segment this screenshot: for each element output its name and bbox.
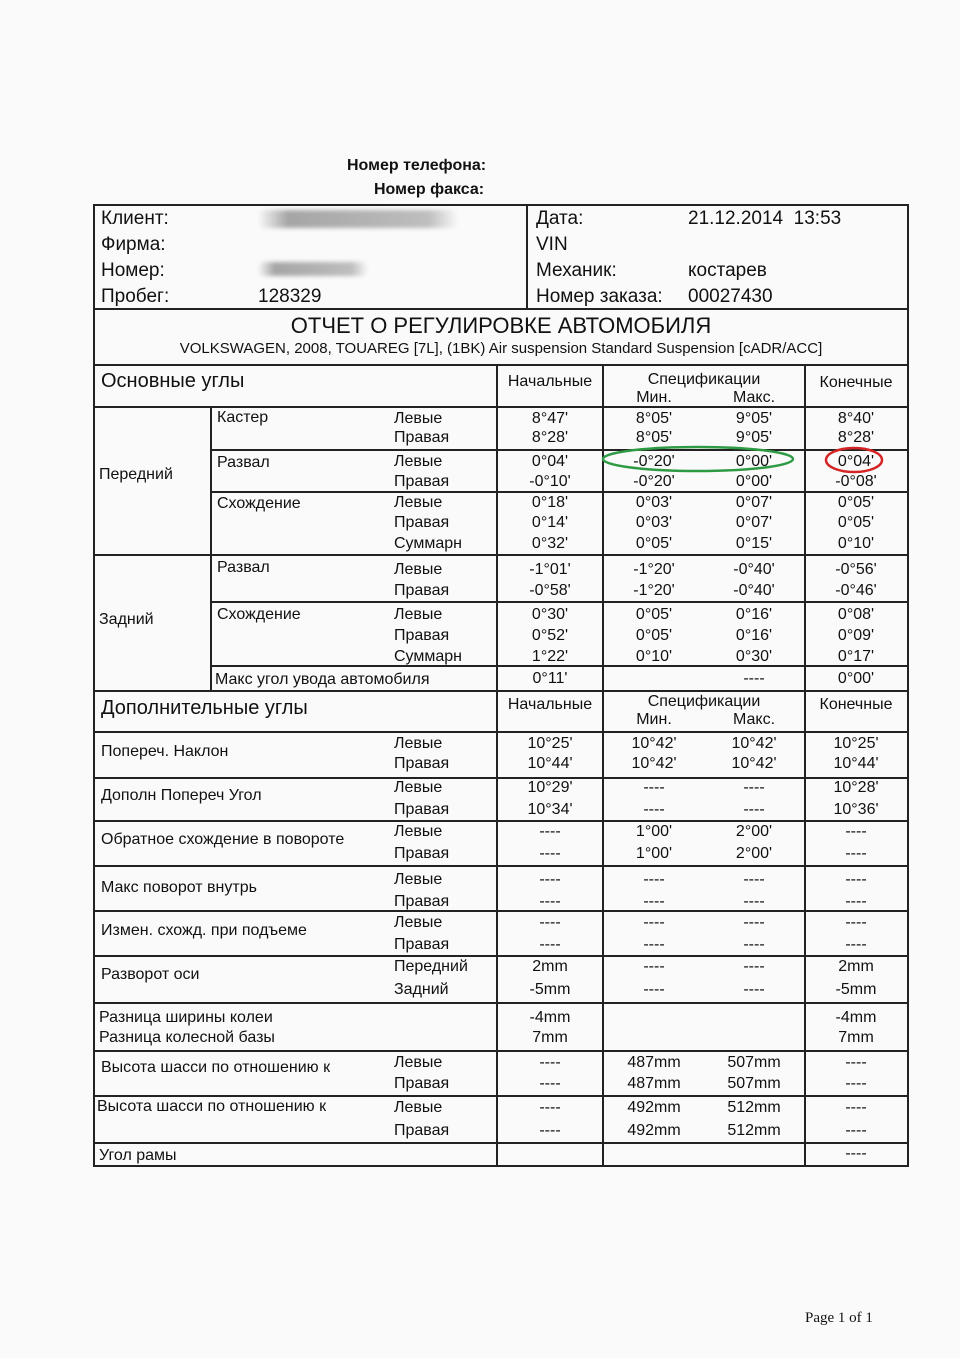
basic-row-2-side: Левые — [394, 453, 443, 470]
extra-group-3-row-1-min: ---- — [643, 893, 665, 910]
basic-row-1-max: 9°05' — [735, 429, 773, 446]
extra-group-0-row-0-side: Левые — [394, 735, 443, 752]
basic-row-7-min: -1°20' — [633, 561, 675, 578]
frame-angle-label: Угол рамы — [99, 1147, 177, 1164]
basic-row-10-max: 0°16' — [735, 627, 773, 644]
track-diff-initial: -4mm — [529, 1009, 571, 1026]
height1-row-1-min: 487mm — [627, 1075, 681, 1092]
basic-row-5-side: Правая — [394, 514, 450, 531]
caster-label: Кастер — [217, 409, 269, 426]
extra-group-1-label: Дополн Попереч Угол — [101, 787, 262, 804]
height1-row-0-initial: ---- — [539, 1054, 561, 1071]
extra-group-0-row-0-min: 10°42' — [631, 735, 677, 752]
order-label: Номер заказа: — [536, 286, 663, 307]
col-min-2: Мин. — [636, 711, 672, 728]
basic-row-4-initial: 0°18' — [531, 494, 569, 511]
extra-group-5-row-0-side: Передний — [394, 958, 468, 975]
extra-group-3-row-1-side: Правая — [394, 893, 450, 910]
extra-group-4-row-0-max: ---- — [743, 914, 765, 931]
col-max-2: Макс. — [732, 711, 776, 728]
basic-row-2-final: 0°04' — [837, 453, 875, 470]
basic-row-2-max: 0°00' — [735, 453, 773, 470]
extra-group-2-row-0-final: ---- — [845, 823, 867, 840]
extra-group-5-row-1-side: Задний — [394, 981, 449, 998]
extra-group-3-row-0-side: Левые — [394, 871, 443, 888]
height2-row-1-min: 492mm — [627, 1122, 681, 1139]
basic-row-6-initial: 0°32' — [531, 535, 569, 552]
height2-row-0-side: Левые — [394, 1099, 443, 1116]
extra-group-1-row-1-side: Правая — [394, 801, 450, 818]
extra-group-2-label: Обратное схождение в повороте — [101, 831, 345, 848]
extra-group-2-row-1-initial: ---- — [539, 845, 561, 862]
extra-group-4-row-0-side: Левые — [394, 914, 443, 931]
height2-label: Высота шасси по отношению к — [97, 1098, 327, 1115]
height1-row-0-max: 507mm — [727, 1054, 781, 1071]
extra-group-4-row-1-final: ---- — [845, 936, 867, 953]
basic-row-0-max: 9°05' — [735, 410, 773, 427]
basic-row-8-initial: -0°58' — [529, 582, 571, 599]
basic-row-3-side: Правая — [394, 473, 450, 490]
basic-row-11-side: Суммарн — [394, 648, 463, 665]
basic-row-6-min: 0°05' — [635, 535, 673, 552]
extra-group-0-row-0-max: 10°42' — [731, 735, 777, 752]
basic-row-10-initial: 0°52' — [531, 627, 569, 644]
extra-group-2-row-0-side: Левые — [394, 823, 443, 840]
extra-group-4-row-0-min: ---- — [643, 914, 665, 931]
height1-row-0-final: ---- — [845, 1054, 867, 1071]
extra-group-4-row-1-side: Правая — [394, 936, 450, 953]
extra-group-5-row-0-initial: 2mm — [532, 958, 568, 975]
extra-group-0-row-1-side: Правая — [394, 755, 450, 772]
basic-row-2-min: -0°20' — [633, 453, 675, 470]
extra-group-2-row-0-max: 2°00' — [735, 823, 773, 840]
basic-row-7-max: -0°40' — [733, 561, 775, 578]
basic-row-10-final: 0°09' — [837, 627, 875, 644]
height2-row-1-max: 512mm — [727, 1122, 781, 1139]
number-label: Номер: — [101, 260, 165, 281]
basic-row-6-final: 0°10' — [837, 535, 875, 552]
height1-row-1-final: ---- — [845, 1075, 867, 1092]
extra-group-2-row-1-final: ---- — [845, 845, 867, 862]
extra-group-3-row-0-min: ---- — [643, 871, 665, 888]
height2-row-1-side: Правая — [394, 1122, 450, 1139]
basic-row-10-min: 0°05' — [635, 627, 673, 644]
basic-row-1-min: 8°05' — [635, 429, 673, 446]
extra-group-0-row-0-initial: 10°25' — [527, 735, 573, 752]
basic-row-8-max: -0°40' — [733, 582, 775, 599]
basic-row-8-min: -1°20' — [633, 582, 675, 599]
max-thrust-label: Макс угол увода автомобиля — [215, 671, 430, 688]
basic-row-6-max: 0°15' — [735, 535, 773, 552]
height2-row-1-final: ---- — [845, 1122, 867, 1139]
basic-row-9-side: Левые — [394, 606, 443, 623]
toe-label: Схождение — [217, 495, 301, 512]
extra-group-5-row-1-final: -5mm — [835, 981, 877, 998]
extra-group-4-row-0-final: ---- — [845, 914, 867, 931]
height1-row-0-min: 487mm — [627, 1054, 681, 1071]
final-highlight-ellipse — [822, 444, 886, 476]
basic-row-3-max: 0°00' — [735, 473, 773, 490]
basic-row-1-final: 8°28' — [837, 429, 875, 446]
extra-group-0-label: Попереч. Наклон — [101, 743, 229, 760]
basic-row-3-min: -0°20' — [633, 473, 675, 490]
extra-group-1-row-0-side: Левые — [394, 779, 443, 796]
extra-group-1-row-1-final: 10°36' — [833, 801, 879, 818]
basic-row-11-max: 0°30' — [735, 648, 773, 665]
basic-row-11-initial: 1°22' — [531, 648, 569, 665]
col-initial: Начальные — [507, 373, 593, 390]
extra-group-2-row-0-min: 1°00' — [635, 823, 673, 840]
wheelbase-diff-label: Разница колесной базы — [99, 1029, 275, 1046]
basic-title: Основные углы — [101, 370, 245, 392]
basic-row-4-side: Левые — [394, 494, 443, 511]
height1-label: Высота шасси по отношению к — [101, 1059, 331, 1076]
basic-row-6-side: Суммарн — [394, 535, 463, 552]
date-label: Дата: — [536, 208, 584, 229]
basic-row-0-side: Левые — [394, 410, 443, 427]
wheelbase-diff-final: 7mm — [838, 1029, 874, 1046]
mechanic-value: костарев — [688, 260, 767, 281]
extra-group-3-row-1-max: ---- — [743, 893, 765, 910]
height1-row-0-side: Левые — [394, 1054, 443, 1071]
extra-group-4-label: Измен. схожд. при подъеме — [101, 922, 307, 939]
extra-group-3-label: Макс поворот внутрь — [101, 879, 257, 896]
page-number: Page 1 of 1 — [805, 1310, 873, 1326]
col-spec-2: Спецификации — [647, 693, 761, 710]
basic-row-11-final: 0°17' — [837, 648, 875, 665]
date-value: 21.12.2014 13:53 — [688, 208, 842, 229]
col-final-2: Конечные — [819, 696, 893, 713]
rear-toe-label: Схождение — [217, 606, 301, 623]
basic-row-1-initial: 8°28' — [531, 429, 569, 446]
extra-group-2-row-0-initial: ---- — [539, 823, 561, 840]
basic-row-4-min: 0°03' — [635, 494, 673, 511]
rear-camber-label: Развал — [217, 559, 270, 576]
basic-row-4-final: 0°05' — [837, 494, 875, 511]
mechanic-label: Механик: — [536, 260, 617, 281]
extra-group-2-row-1-min: 1°00' — [635, 845, 673, 862]
fax-label: Номер факса: — [374, 181, 485, 198]
extra-group-4-row-1-max: ---- — [743, 936, 765, 953]
track-diff-label: Разница ширины колеи — [99, 1009, 273, 1026]
order-value: 00027430 — [688, 286, 773, 307]
extra-group-3-row-1-initial: ---- — [539, 893, 561, 910]
extra-group-5-row-1-min: ---- — [643, 981, 665, 998]
extra-group-4-row-1-initial: ---- — [539, 936, 561, 953]
height2-row-0-min: 492mm — [627, 1099, 681, 1116]
col-initial-2: Начальные — [507, 696, 593, 713]
extra-group-4-row-0-initial: ---- — [539, 914, 561, 931]
extra-group-1-row-0-min: ---- — [643, 779, 665, 796]
extra-group-0-row-1-max: 10°42' — [731, 755, 777, 772]
basic-row-11-min: 0°10' — [635, 648, 673, 665]
height2-row-0-initial: ---- — [539, 1099, 561, 1116]
extra-group-3-row-0-initial: ---- — [539, 871, 561, 888]
basic-row-10-side: Правая — [394, 627, 450, 644]
wheelbase-diff-initial: 7mm — [532, 1029, 568, 1046]
rear-label: Задний — [99, 611, 154, 628]
col-final: Конечные — [819, 374, 893, 391]
height1-row-1-side: Правая — [394, 1075, 450, 1092]
height1-row-1-initial: ---- — [539, 1075, 561, 1092]
redacted-number — [258, 262, 368, 276]
extra-group-5-row-0-min: ---- — [643, 958, 665, 975]
extra-group-1-row-0-initial: 10°29' — [527, 779, 573, 796]
basic-row-5-max: 0°07' — [735, 514, 773, 531]
phone-label: Номер телефона: — [347, 157, 487, 174]
basic-row-7-final: -0°56' — [835, 561, 877, 578]
extra-group-0-row-0-final: 10°25' — [833, 735, 879, 752]
extra-group-0-row-1-min: 10°42' — [631, 755, 677, 772]
col-spec: Спецификации — [647, 371, 761, 388]
basic-row-9-initial: 0°30' — [531, 606, 569, 623]
basic-row-5-final: 0°05' — [837, 514, 875, 531]
extra-group-5-row-1-initial: -5mm — [529, 981, 571, 998]
basic-row-9-final: 0°08' — [837, 606, 875, 623]
basic-row-7-initial: -1°01' — [529, 561, 571, 578]
extra-group-5-label: Разворот оси — [101, 966, 200, 983]
track-diff-final: -4mm — [835, 1009, 877, 1026]
extra-group-1-row-0-max: ---- — [743, 779, 765, 796]
basic-row-0-min: 8°05' — [635, 410, 673, 427]
basic-row-8-side: Правая — [394, 582, 450, 599]
basic-row-12-max: ---- — [743, 670, 765, 687]
basic-row-8-final: -0°46' — [835, 582, 877, 599]
vin-label: VIN — [536, 234, 568, 255]
basic-row-7-side: Левые — [394, 561, 443, 578]
basic-row-0-initial: 8°47' — [531, 410, 569, 427]
height1-row-1-max: 507mm — [727, 1075, 781, 1092]
extra-group-3-row-0-final: ---- — [845, 871, 867, 888]
basic-row-12-initial: 0°11' — [532, 670, 568, 687]
extra-group-0-row-1-initial: 10°44' — [527, 755, 573, 772]
basic-row-4-max: 0°07' — [735, 494, 773, 511]
extra-group-4-row-1-min: ---- — [643, 936, 665, 953]
basic-row-3-initial: -0°10' — [529, 473, 571, 490]
extra-group-3-row-0-max: ---- — [743, 871, 765, 888]
firm-label: Фирма: — [101, 234, 166, 255]
extra-group-1-row-1-min: ---- — [643, 801, 665, 818]
extra-group-2-row-1-max: 2°00' — [735, 845, 773, 862]
redacted-client — [258, 210, 458, 228]
col-max: Макс. — [732, 389, 776, 406]
extra-group-5-row-0-final: 2mm — [838, 958, 874, 975]
mileage-label: Пробег: — [101, 286, 170, 307]
frame-angle-final: ---- — [845, 1145, 867, 1162]
basic-row-5-initial: 0°14' — [531, 514, 569, 531]
client-label: Клиент: — [101, 208, 169, 229]
extra-group-1-row-1-initial: 10°34' — [527, 801, 573, 818]
extra-group-0-row-1-final: 10°44' — [833, 755, 879, 772]
extra-group-5-row-1-max: ---- — [743, 981, 765, 998]
mileage-value: 128329 — [258, 286, 322, 307]
basic-row-9-max: 0°16' — [735, 606, 773, 623]
height2-row-1-initial: ---- — [539, 1122, 561, 1139]
basic-row-12-final: 0°00' — [837, 670, 875, 687]
height2-row-0-max: 512mm — [727, 1099, 781, 1116]
basic-row-2-initial: 0°04' — [531, 453, 569, 470]
basic-row-1-side: Правая — [394, 429, 450, 446]
extra-group-2-row-1-side: Правая — [394, 845, 450, 862]
front-label: Передний — [99, 466, 173, 483]
extra-group-5-row-0-max: ---- — [743, 958, 765, 975]
basic-row-0-final: 8°40' — [837, 410, 875, 427]
basic-row-3-final: -0°08' — [835, 473, 877, 490]
report-title: ОТЧЕТ О РЕГУЛИРОВКЕ АВТОМОБИЛЯ — [290, 313, 712, 338]
extra-title: Дополнительные углы — [101, 697, 308, 719]
basic-row-5-min: 0°03' — [635, 514, 673, 531]
height2-row-0-final: ---- — [845, 1099, 867, 1116]
report-subtitle: VOLKSWAGEN, 2008, TOUAREG [7L], (1BK) Air suspension Standard Suspension [cADR/ACC] — [179, 340, 823, 357]
col-min: Мин. — [636, 389, 672, 406]
basic-row-9-min: 0°05' — [635, 606, 673, 623]
extra-group-3-row-1-final: ---- — [845, 893, 867, 910]
camber-label: Развал — [217, 454, 270, 471]
extra-group-1-row-0-final: 10°28' — [833, 779, 879, 796]
extra-group-1-row-1-max: ---- — [743, 801, 765, 818]
spec-highlight-ellipse — [600, 444, 800, 474]
